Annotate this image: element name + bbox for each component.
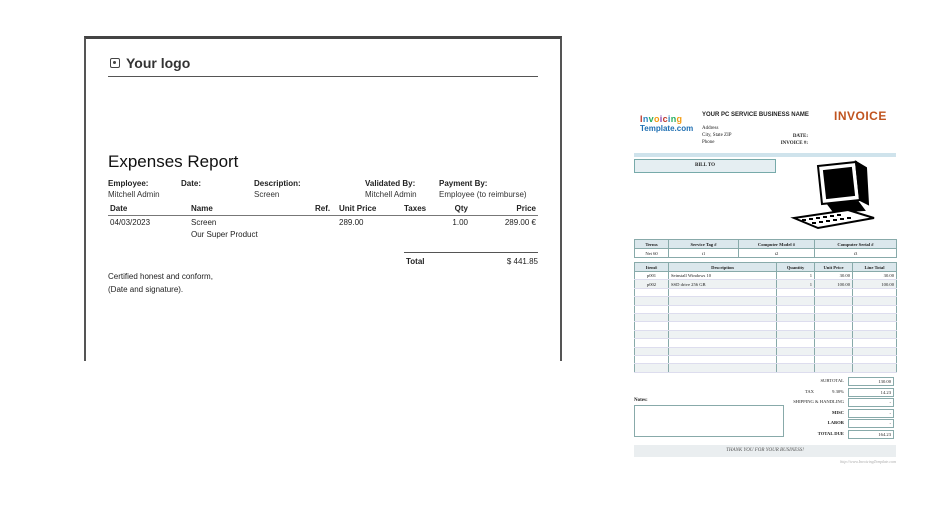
item-description — [669, 322, 777, 330]
summary-label: TOTAL DUE — [817, 430, 844, 436]
table-row — [635, 355, 897, 363]
date-label: Date: — [181, 179, 202, 188]
item-line-total: 100.00 — [853, 280, 897, 288]
payment-by-value: Employee (to reimburse) — [439, 190, 527, 199]
description-label: Description: — [254, 179, 301, 188]
column-header: Name — [191, 204, 213, 213]
brand-logo — [640, 114, 693, 134]
computer-model-value: t2 — [739, 249, 815, 258]
summary-value: 130.00 — [848, 377, 894, 386]
expense-report-document — [84, 36, 562, 361]
column-header: Ref. — [315, 204, 331, 213]
item-number: p001 — [635, 272, 669, 280]
employee-label: Employee: — [108, 179, 149, 188]
address-line: Address — [702, 126, 719, 131]
validated-by-label: Validated By: — [365, 179, 416, 188]
summary-label: TAX — [804, 388, 814, 394]
item-quantity — [777, 322, 815, 330]
item-line-total — [853, 330, 897, 338]
item-description: SSD drive 256 GB — [669, 280, 777, 288]
item-number — [635, 364, 669, 372]
item-description — [669, 364, 777, 372]
item-line-total — [853, 322, 897, 330]
item-line-total — [853, 305, 897, 313]
row-unit-price: 289.00 — [339, 218, 364, 227]
page-title: Expenses Report — [108, 152, 239, 171]
item-quantity — [777, 339, 815, 347]
table-header — [635, 240, 897, 249]
summary-value: 164.23 — [848, 430, 894, 439]
item-quantity — [777, 364, 815, 372]
item-description — [669, 339, 777, 347]
item-number — [635, 305, 669, 313]
total-label: Total — [406, 257, 425, 266]
table-row — [635, 313, 897, 321]
item-number — [635, 288, 669, 296]
item-description — [669, 288, 777, 296]
item-number: p002 — [635, 280, 669, 288]
row-qty: 1.00 — [452, 218, 468, 227]
logo-text: Your logo — [126, 55, 191, 71]
item-description — [669, 355, 777, 363]
item-quantity — [777, 297, 815, 305]
employee-field — [108, 178, 160, 200]
computer-serial-value: t3 — [815, 249, 897, 258]
tax-rate: 9.30% — [832, 388, 844, 394]
city-line: City, State ZIP — [702, 133, 732, 138]
item-unit-price: 100.00 — [815, 280, 853, 288]
summary-label: SUBTOTAL — [820, 378, 844, 383]
item-line-total: 30.00 — [853, 272, 897, 280]
summary-label: LABOR — [827, 420, 844, 425]
signature-line: (Date and signature). — [108, 285, 184, 294]
terms-value: Net 60 — [635, 249, 669, 258]
item-number — [635, 347, 669, 355]
column-header: Price — [516, 204, 536, 213]
image-icon — [110, 58, 120, 68]
column-header: Unit Price — [339, 204, 377, 213]
table-row — [635, 297, 897, 305]
service-tag-value: t1 — [669, 249, 739, 258]
table-row — [108, 216, 538, 240]
item-line-total — [853, 297, 897, 305]
certification-line: Certified honest and conform, — [108, 272, 213, 281]
column-header: Taxes — [404, 204, 427, 213]
notes-label: Notes: — [634, 398, 648, 403]
total-row — [404, 252, 538, 266]
table-header — [108, 202, 538, 216]
row-date: 04/03/2023 — [110, 218, 151, 227]
business-address — [702, 125, 732, 146]
brand-domain: Template.com — [640, 124, 694, 133]
table-row — [635, 249, 897, 258]
table-row — [635, 330, 897, 338]
invoice-title: INVOICE — [834, 109, 887, 123]
summary-label: SHIPPING & HANDLING — [793, 399, 844, 404]
column-header: Unit Price — [815, 263, 853, 272]
item-unit-price — [815, 288, 853, 296]
payment-by-label: Payment By: — [439, 179, 488, 188]
row-name: Screen — [191, 218, 217, 227]
item-unit-price — [815, 364, 853, 372]
item-quantity — [777, 355, 815, 363]
item-number — [635, 313, 669, 321]
item-description — [669, 330, 777, 338]
item-line-total — [853, 313, 897, 321]
phone-line: Phone — [702, 140, 715, 145]
column-header: Item# — [635, 263, 669, 272]
description-field — [254, 178, 301, 200]
item-quantity — [777, 330, 815, 338]
description-value: Screen — [254, 190, 280, 199]
table-row — [635, 322, 897, 330]
item-unit-price — [815, 305, 853, 313]
table-row — [635, 339, 897, 347]
validated-by-field — [365, 178, 417, 200]
item-unit-price: 30.00 — [815, 272, 853, 280]
total-value: $ 441.85 — [506, 257, 538, 266]
company-logo — [110, 55, 190, 71]
table-row — [635, 272, 897, 280]
service-terms-table — [634, 239, 897, 258]
summary-value: - — [848, 398, 894, 407]
column-header: Qty — [454, 204, 468, 213]
item-unit-price — [815, 313, 853, 321]
table-header — [635, 263, 897, 272]
item-number — [635, 330, 669, 338]
business-name: YOUR PC SERVICE BUSINESS NAME — [702, 112, 809, 118]
item-line-total — [853, 355, 897, 363]
table-row — [635, 305, 897, 313]
date-field — [181, 178, 201, 189]
item-line-total — [853, 364, 897, 372]
row-price: 289.00 € — [504, 218, 536, 227]
item-line-total — [853, 339, 897, 347]
employee-value: Mitchell Admin — [108, 190, 160, 199]
item-unit-price — [815, 347, 853, 355]
thank-you-banner: THANK YOU FOR YOUR BUSINESS! — [634, 445, 896, 457]
item-quantity: 1 — [777, 280, 815, 288]
brand-wordmark: Invoicing — [640, 114, 683, 124]
summary-value: 14.23 — [848, 388, 894, 397]
date-label: DATE: — [792, 134, 808, 139]
item-unit-price — [815, 339, 853, 347]
item-description — [669, 305, 777, 313]
payment-by-field — [439, 178, 527, 200]
item-quantity — [777, 288, 815, 296]
bill-to-box: BILL TO — [634, 159, 776, 173]
item-number — [635, 339, 669, 347]
item-quantity — [777, 305, 815, 313]
item-quantity — [777, 347, 815, 355]
certification-text — [108, 270, 213, 296]
computer-icon — [788, 160, 880, 230]
item-unit-price — [815, 330, 853, 338]
item-line-total — [853, 288, 897, 296]
item-quantity: 1 — [777, 272, 815, 280]
item-description — [669, 347, 777, 355]
column-header: Service Tag # — [669, 240, 739, 249]
table-row — [635, 280, 897, 288]
line-items-table — [634, 262, 897, 373]
header-divider — [108, 76, 538, 77]
subtotal-row — [752, 376, 896, 387]
item-number — [635, 297, 669, 305]
expense-lines-table — [108, 202, 538, 240]
column-header: Description — [669, 263, 777, 272]
invoice-meta — [778, 133, 808, 147]
column-header: Line Total — [853, 263, 897, 272]
summary-value: - — [848, 419, 894, 428]
item-number — [635, 355, 669, 363]
tax-row — [752, 387, 896, 398]
validated-by-value: Mitchell Admin — [365, 190, 417, 199]
column-header: Computer Model # — [739, 240, 815, 249]
item-number — [635, 322, 669, 330]
table-row — [635, 288, 897, 296]
item-description — [669, 313, 777, 321]
column-header: Quantity — [777, 263, 815, 272]
pc-service-invoice — [632, 104, 896, 464]
item-description: Seinstall Windows 10 — [669, 272, 777, 280]
summary-label: MISC — [832, 409, 844, 415]
item-unit-price — [815, 322, 853, 330]
table-row — [635, 347, 897, 355]
footer-url: http://www.InvoicingTemplate.com — [840, 459, 896, 464]
column-header: Computer Serial # — [815, 240, 897, 249]
column-header: Terms — [635, 240, 669, 249]
row-name-detail: Our Super Product — [191, 230, 258, 239]
invoice-number-label: INVOICE #: — [780, 141, 808, 146]
notes-field — [634, 405, 784, 437]
item-quantity — [777, 313, 815, 321]
item-description — [669, 297, 777, 305]
header-band — [634, 153, 896, 157]
column-header: Date — [110, 204, 128, 213]
item-line-total — [853, 347, 897, 355]
item-unit-price — [815, 355, 853, 363]
item-unit-price — [815, 297, 853, 305]
table-row — [635, 364, 897, 372]
summary-value: - — [848, 409, 894, 418]
